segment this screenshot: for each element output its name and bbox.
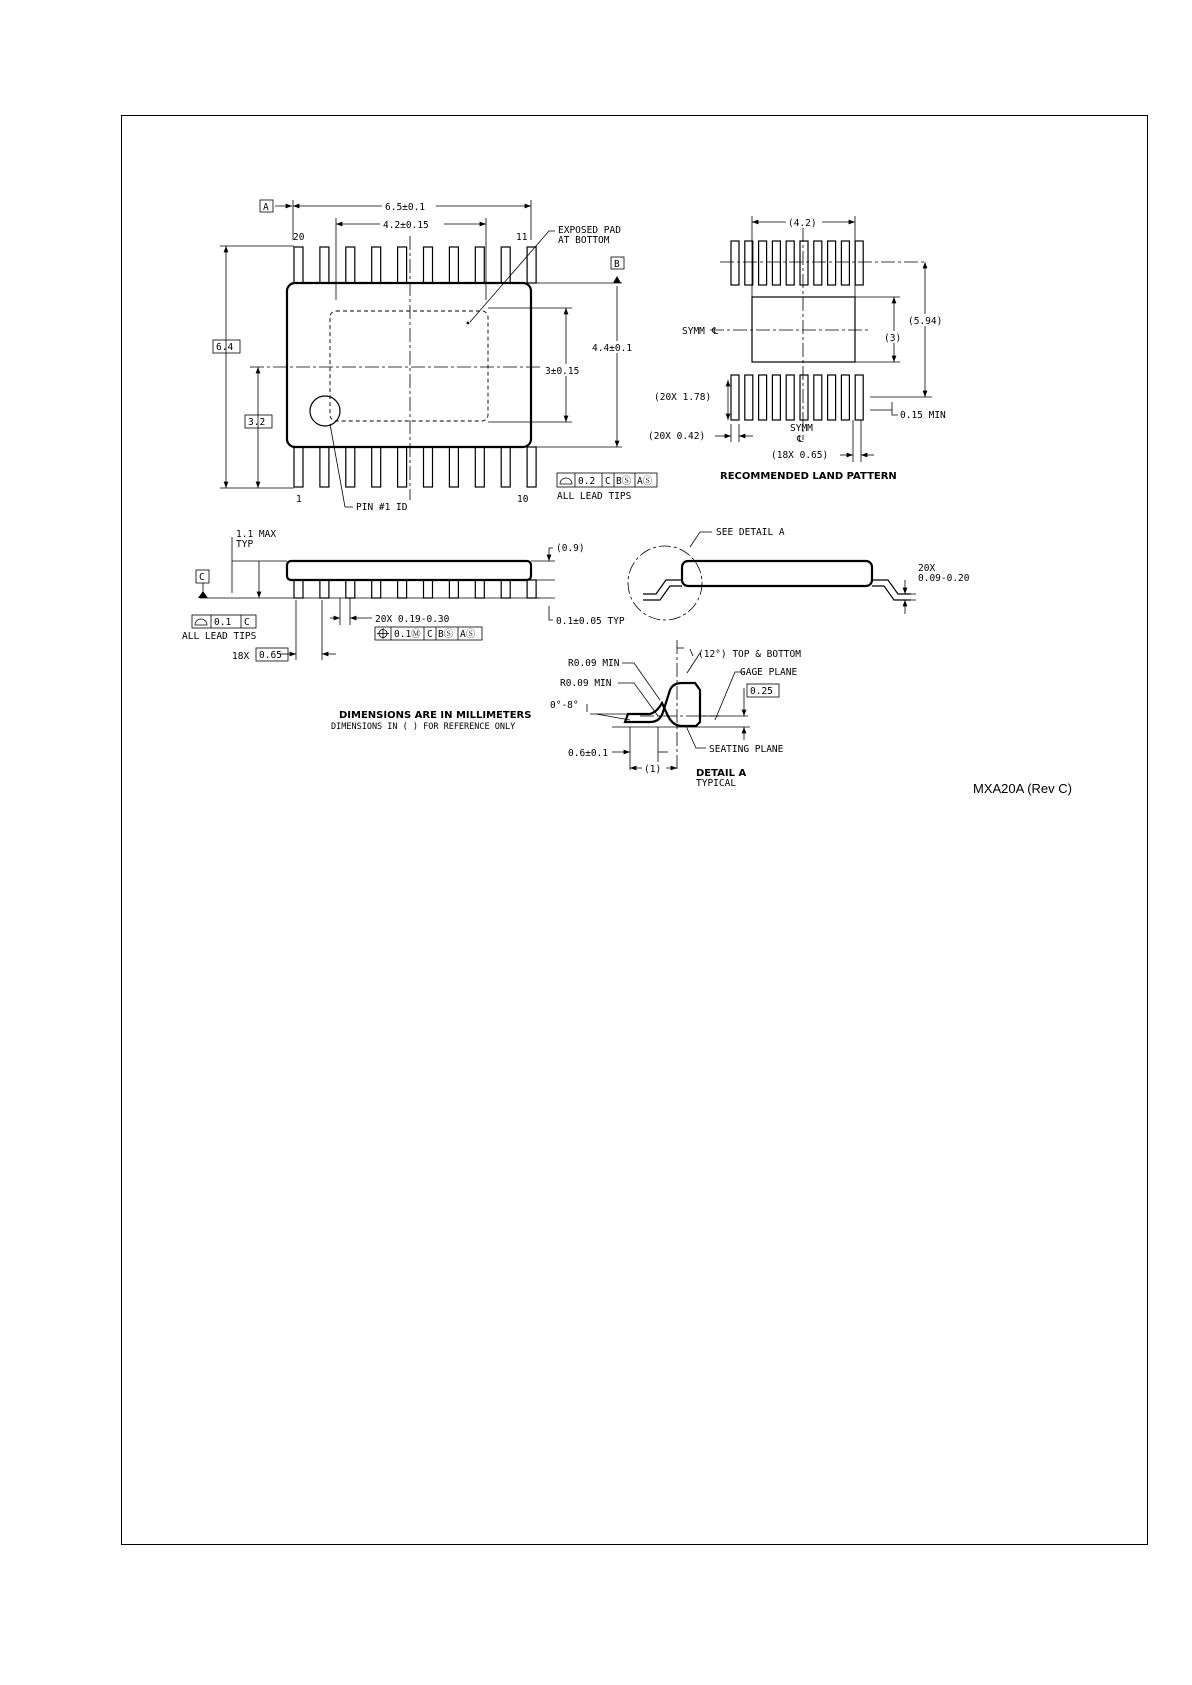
land-pad bbox=[841, 241, 849, 285]
flatness-datum: C bbox=[244, 617, 250, 628]
pin-1-label: 1 bbox=[296, 494, 302, 505]
land-pad bbox=[855, 375, 863, 420]
symm-label-left: SYMM bbox=[682, 326, 705, 337]
exposed-pad-outline bbox=[330, 311, 488, 421]
lead bbox=[449, 447, 458, 487]
land-dim-pad-length: (3) bbox=[884, 333, 902, 344]
land-pad bbox=[772, 241, 780, 285]
lead-profile bbox=[625, 683, 700, 726]
lead bbox=[294, 447, 303, 487]
land-pad bbox=[731, 241, 739, 285]
lead bbox=[475, 580, 484, 598]
package-body-end bbox=[682, 561, 872, 586]
land-pad bbox=[814, 241, 822, 285]
position-datum-a: AⓈ bbox=[460, 629, 476, 640]
dim-pad-width: 4.2±0.15 bbox=[383, 220, 429, 231]
pin-11-label: 11 bbox=[516, 232, 528, 243]
dim-body-width: 4.4±0.1 bbox=[592, 343, 633, 354]
land-pitch: (18X 0.65) bbox=[771, 450, 829, 461]
detail-a-title: DETAIL A bbox=[696, 768, 747, 779]
land-pads-lower bbox=[731, 375, 863, 420]
gage-plane-label: GAGE PLANE bbox=[740, 667, 798, 678]
land-pad bbox=[841, 375, 849, 420]
position-datum-b: BⓈ bbox=[438, 629, 454, 640]
dim-overall-width: 6.5±0.1 bbox=[385, 202, 426, 213]
lead bbox=[527, 247, 536, 283]
detail-a-subtitle: TYPICAL bbox=[696, 778, 737, 789]
lead bbox=[320, 580, 329, 598]
lead bbox=[372, 447, 381, 487]
side-view bbox=[182, 529, 625, 662]
lead bbox=[372, 247, 381, 283]
lead bbox=[294, 247, 303, 283]
pitch-prefix: 18X bbox=[232, 651, 250, 662]
exposed-pad-line2: AT BOTTOM bbox=[558, 235, 610, 246]
exposed-pad-line1: EXPOSED PAD bbox=[558, 225, 621, 236]
land-pad bbox=[759, 241, 767, 285]
gage-value: 0.25 bbox=[750, 686, 773, 697]
lead bbox=[346, 447, 355, 487]
detail-r1-label: R0.09 MIN bbox=[568, 658, 620, 669]
lead-thickness-line1: 20X bbox=[918, 563, 936, 574]
fcf-profile-value: 0.2 bbox=[578, 476, 596, 487]
land-pad bbox=[800, 375, 808, 420]
land-pad bbox=[745, 375, 753, 420]
pin-20-label: 20 bbox=[293, 232, 305, 243]
land-pad bbox=[759, 375, 767, 420]
footprint-dim: (1) bbox=[644, 764, 662, 775]
max-height-line1: 1.1 MAX bbox=[236, 529, 277, 540]
lead bbox=[424, 247, 433, 283]
datum-a-label: A bbox=[263, 202, 269, 213]
fcf-datum-b: BⓈ bbox=[616, 476, 632, 487]
flatness-tolerance-frame bbox=[192, 615, 256, 628]
top-leads-upper bbox=[294, 247, 536, 283]
land-pad bbox=[772, 375, 780, 420]
all-lead-tips-top: ALL LEAD TIPS bbox=[557, 491, 632, 502]
fcf-datum-c: C bbox=[605, 476, 611, 487]
notes-line2: DIMENSIONS IN ( ) FOR REFERENCE ONLY bbox=[331, 722, 516, 732]
symm-cl-left: ℄ bbox=[712, 326, 719, 337]
lead-thickness-line2: 0.09-0.20 bbox=[918, 573, 970, 584]
side-leads bbox=[294, 580, 536, 598]
detail-r2-label: R0.09 MIN bbox=[560, 678, 612, 689]
land-pad bbox=[800, 241, 808, 285]
lead bbox=[527, 447, 536, 487]
datum-b-label: B bbox=[614, 259, 620, 270]
land-pad bbox=[786, 375, 794, 420]
lead bbox=[320, 247, 329, 283]
foot-length-label: 0.6±0.1 bbox=[568, 748, 609, 759]
lead bbox=[424, 447, 433, 487]
lead bbox=[346, 247, 355, 283]
land-pad bbox=[828, 241, 836, 285]
body-height: (0.9) bbox=[556, 543, 585, 554]
land-dim-total: (5.94) bbox=[908, 316, 943, 327]
lead bbox=[398, 447, 407, 487]
land-pad bbox=[828, 375, 836, 420]
symm-cl-bottom: ℄ bbox=[797, 434, 804, 445]
land-dim-pad-width: (4.2) bbox=[788, 218, 817, 229]
land-min-gap: 0.15 MIN bbox=[900, 410, 946, 421]
seating-plane-label: SEATING PLANE bbox=[709, 744, 784, 755]
land-thermal-pad bbox=[752, 297, 855, 362]
fcf-datum-a: AⓈ bbox=[637, 476, 653, 487]
pin1-marker bbox=[310, 396, 340, 426]
position-tolerance-frame bbox=[375, 627, 482, 640]
profile-tolerance-frame bbox=[557, 473, 657, 487]
top-view bbox=[213, 200, 657, 513]
dim-overall-length: 6.4 bbox=[216, 342, 234, 353]
pin1-leader bbox=[330, 424, 353, 507]
dim-half-length: 3.2 bbox=[248, 417, 266, 428]
lead bbox=[527, 580, 536, 598]
see-detail-label: SEE DETAIL A bbox=[716, 527, 785, 538]
lead bbox=[475, 247, 484, 283]
package-body-side bbox=[287, 561, 531, 580]
lead bbox=[501, 580, 510, 598]
detail-a bbox=[550, 640, 801, 789]
lead bbox=[398, 580, 407, 598]
flatness-value: 0.1 bbox=[214, 617, 232, 628]
lead bbox=[294, 580, 303, 598]
notes-line1: DIMENSIONS ARE IN MILLIMETERS bbox=[339, 710, 532, 721]
lead bbox=[320, 447, 329, 487]
lead bbox=[424, 580, 433, 598]
standoff-dim: 0.1±0.05 TYP bbox=[556, 616, 625, 627]
max-height-line2: TYP bbox=[236, 539, 254, 550]
lead bbox=[475, 447, 484, 487]
top-leads-lower bbox=[294, 447, 536, 487]
pin-10-label: 10 bbox=[517, 494, 529, 505]
dim-pad-length: 3±0.15 bbox=[545, 366, 580, 377]
land-pad-width: (20X 0.42) bbox=[648, 431, 706, 442]
land-pattern-title: RECOMMENDED LAND PATTERN bbox=[720, 471, 897, 482]
lead bbox=[346, 580, 355, 598]
symm-label-bottom: SYMM bbox=[790, 423, 813, 434]
all-lead-tips-side: ALL LEAD TIPS bbox=[182, 631, 257, 642]
drawing-id: MXA20A (Rev C) bbox=[973, 781, 1072, 796]
lead bbox=[449, 247, 458, 283]
land-pad bbox=[786, 241, 794, 285]
land-pad bbox=[731, 375, 739, 420]
pin1-id-label: PIN #1 ID bbox=[356, 502, 408, 513]
land-pads-upper bbox=[731, 241, 863, 285]
lead-width-dim: 20X 0.19-0.30 bbox=[375, 614, 450, 625]
land-pad bbox=[814, 375, 822, 420]
position-value: 0.1Ⓜ bbox=[394, 629, 421, 640]
land-pad bbox=[855, 241, 863, 285]
lead bbox=[398, 247, 407, 283]
pitch-value: 0.65 bbox=[259, 650, 282, 661]
datum-c-label: C bbox=[199, 572, 205, 583]
end-view bbox=[628, 527, 970, 620]
position-datum-c: C bbox=[427, 629, 433, 640]
detail-angle-label: (12°) TOP & BOTTOM bbox=[698, 649, 801, 660]
lead bbox=[501, 447, 510, 487]
land-pad-length: (20X 1.78) bbox=[654, 392, 712, 403]
lead bbox=[372, 580, 381, 598]
land-pattern bbox=[648, 216, 946, 482]
lead bbox=[449, 580, 458, 598]
detail-a-callout-circle bbox=[628, 546, 702, 620]
foot-angle-label: 0°-8° bbox=[550, 700, 579, 711]
